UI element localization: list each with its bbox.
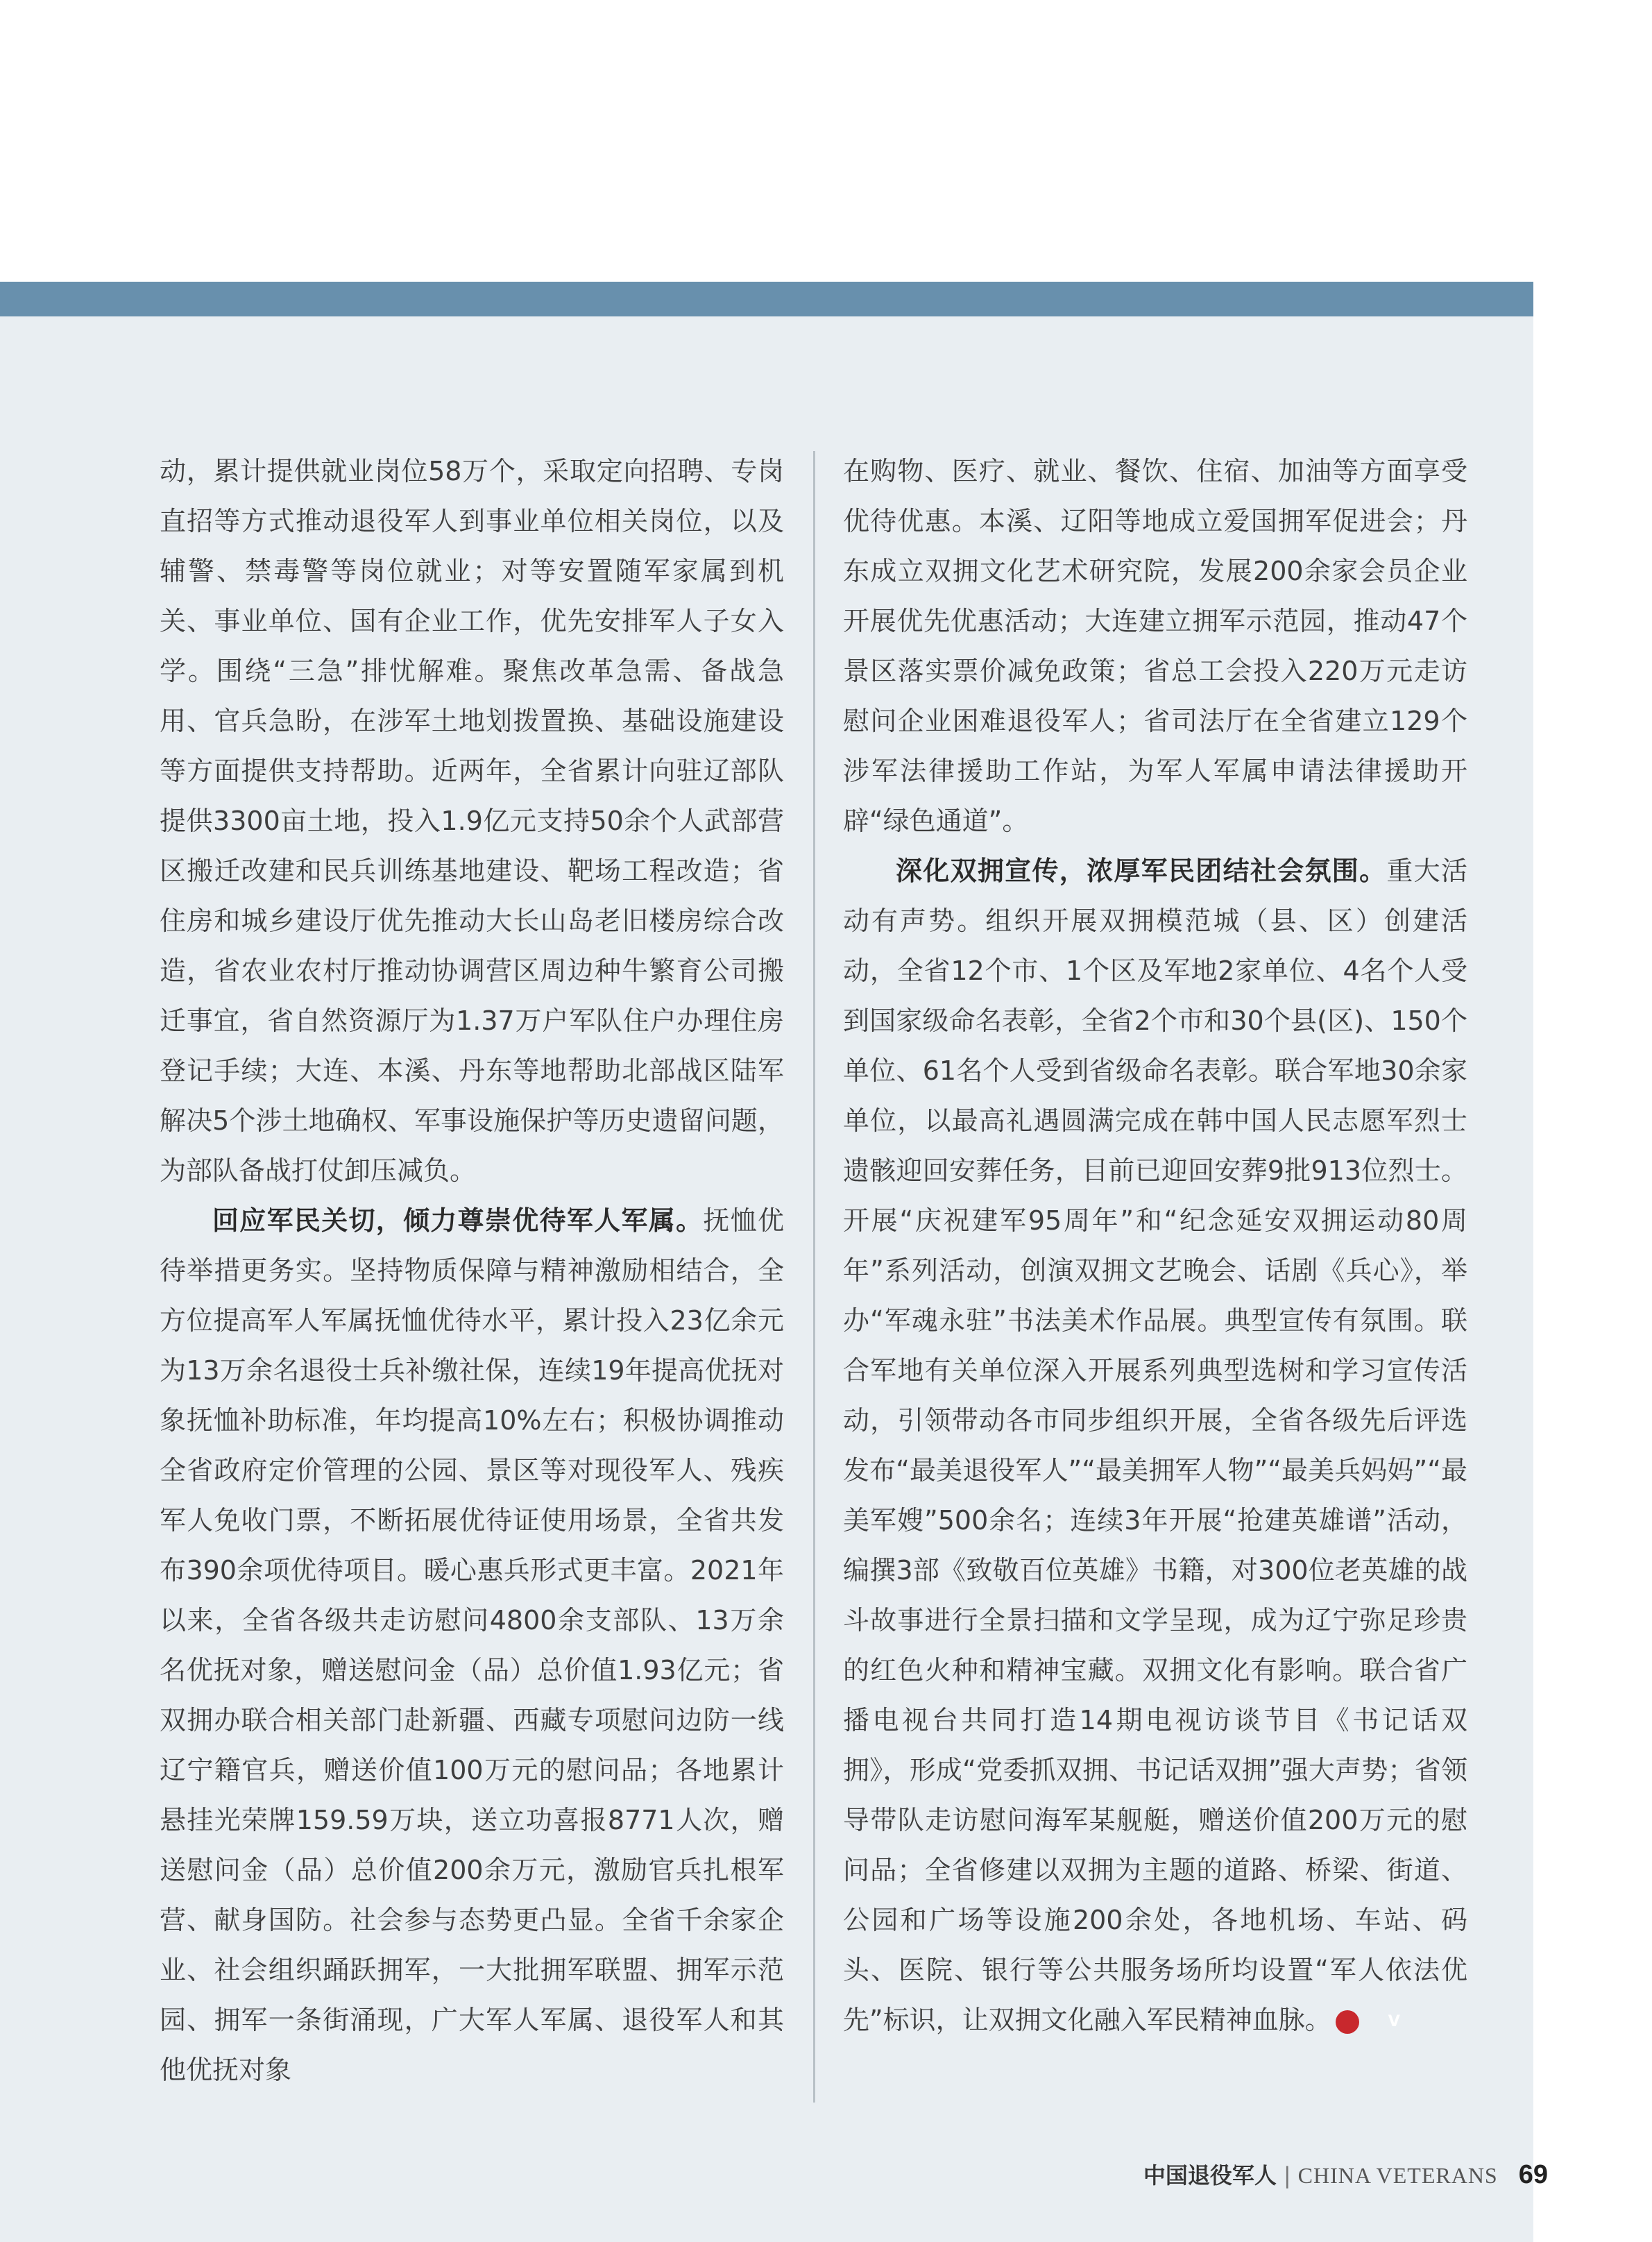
section-lead: 深化双拥宣传，浓厚军民团结社会氛围。 (896, 856, 1387, 886)
right-column (843, 446, 1467, 2045)
paragraph (843, 846, 1467, 2045)
magazine-english-title: CHINA VETERANS (1297, 2163, 1498, 2188)
paragraph-body: 重大活动有声势。组织开展双拥模范城（县、区）创建活动，全省12个市、1个区及军地2家单位、4名个人受到国家级命名表彰，全省2个市和30个县(区)、150个单位、61名个人受到省级命名表彰。联合军地30余家单位，以最高礼遇圆满完成在韩中国人民志愿军烈士遗骸迎回安葬任务，目前已迎回安葬9批913位烈士。开展“庆祝建军95周年”和“纪念延安双拥运动80周年”系列活动，创演双拥文艺晚会、话剧《兵心》，举办“军魂永驻”书法美术作品展。典型宣传有氛围。联合军地有关单位深入开展系列典型选树和学习宣传活动，引领带动各市同步组织开展，全省各级先后评选发布“最美退役军人”“最美拥军人物”“最美兵妈妈”“最美军嫂”500余名；连续3年开展“抢建英雄谱”活动，编撰3部《致敬百位英雄》书籍，对300位老英雄的战斗故事进行全景扫描和文学呈现，成为辽宁弥足珍贵的红色火种和精神宝藏。双拥文化有影响。联合省广播电视台共同打造14期电视访谈节目《书记话双拥》，形成“党委抓双拥、书记话双拥”强大声势；省领导带队走访慰问海军某舰艇，赠送价值200万元的慰问品；全省修建以双拥为主题的道路、桥梁、街道、公园和广场等设施200余处，各地机场、车站、码头、医院、银行等公共服务场所均设置“军人依法优先”标识，让双拥文化融入军民精神血脉。 (843, 856, 1467, 2035)
paragraph (160, 1196, 784, 2095)
magazine-title: 中国退役军人 (1143, 2162, 1277, 2189)
footer-separator: | (1283, 2162, 1291, 2189)
section-lead: 回应军民关切，倾力尊崇优待军人军属。 (212, 1205, 704, 1236)
header-bar (0, 282, 1533, 316)
paragraph: 动，累计提供就业岗位58万个，采取定向招聘、专岗直招等方式推动退役军人到事业单位相关岗位，以及辅警、禁毒警等岗位就业；对等安置随军家属到机关、事业单位、国有企业工作，优先安排军人子女入学。围绕“三急”排忧解难。聚焦改革急需、备战急用、官兵急盼，在涉军土地划拨置换、基础设施建设等方面提供支持帮助。近两年，全省累计向驻辽部队提供3300亩土地，投入1.9亿元支持50余个人武部营区搬迁改建和民兵训练基地建设、靶场工程改造；省住房和城乡建设厅优先推动大长山岛老旧楼房综合改造，省农业农村厅推动协调营区周边种牛繁育公司搬迁事宜，省自然资源厅为1.37万户军队住户办理住房登记手续；大连、本溪、丹东等地帮助北部战区陆军解决5个涉土地确权、军事设施保护等历史遗留问题，为部队备战打仗卸压减负。 (160, 456, 784, 1186)
page-number: 69 (1518, 2160, 1548, 2189)
column-divider (813, 451, 815, 2103)
page-footer (1143, 2158, 1548, 2190)
paragraph-body: 抚恤优待举措更务实。坚持物质保障与精神激励相结合，全方位提高军人军属抚恤优待水平，累计投入23亿余元为13万余名退役士兵补缴社保，连续19年提高优抚对象抚恤补助标准，年均提高10%左右；积极协调推动全省政府定价管理的公园、景区等对现役军人、残疾军人免收门票，不断拓展优待证使用场景，全省共发布390余项优待项目。暖心惠兵形式更丰富。2021年以来，全省各级共走访慰问4800余支部队、13万余名优抚对象，赠送慰问金（品）总价值1.93亿元；省双拥办联合相关部门赴新疆、西藏专项慰问边防一线辽宁籍官兵，赠送价值100万元的慰问品；各地累计悬挂光荣牌159.59万块，送立功喜报8771人次，赠送慰问金（品）总价值200余万元，激励官兵扎根军营、献身国防。社会参与态势更凸显。全省千余家企业、社会组织踊跃拥军，一大批拥军联盟、拥军示范园、拥军一条街涌现，广大军人军属、退役军人和其他优抚对象 (160, 1205, 784, 2085)
top-margin (0, 0, 1652, 282)
end-mark-icon: V (1336, 2010, 1359, 2034)
paragraph: 在购物、医疗、就业、餐饮、住宿、加油等方面享受优待优惠。本溪、辽阳等地成立爱国拥军促进会；丹东成立双拥文化艺术研究院，发展200余家会员企业开展优先优惠活动；大连建立拥军示范园，推动47个景区落实票价减免政策；省总工会投入220万元走访慰问企业困难退役军人；省司法厅在全省建立129个涉军法律援助工作站，为军人军属申请法律援助开辟“绿色通道”。 (843, 456, 1467, 836)
left-column (160, 446, 784, 2095)
